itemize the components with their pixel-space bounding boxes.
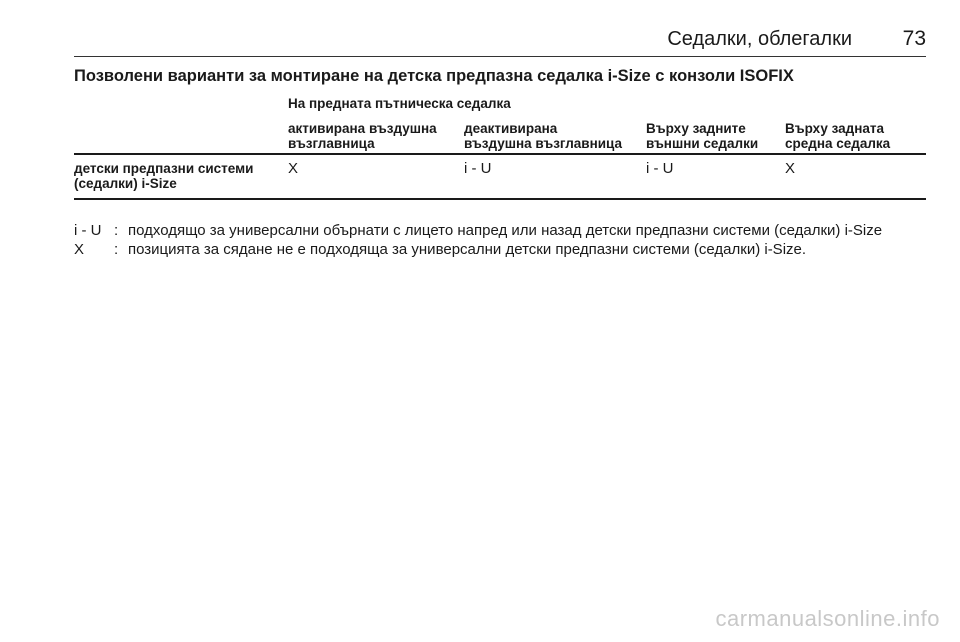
legend-key: X: [74, 241, 85, 258]
table-row: [74, 155, 926, 200]
page-header: [74, 26, 926, 57]
table-header-row: [74, 121, 926, 155]
legend-item: [74, 240, 934, 259]
legend-text: подходящо за универсални обърнати с лицето напред или назад детски предпазни системи (седалки) i-Size: [128, 222, 883, 239]
row-label: детски предпазни системи (седалки) i-Size: [74, 161, 254, 191]
section-title: Позволени варианти за монтиране на детска предпазна седалка i-Size с конзоли ISOFIX: [74, 67, 794, 85]
column-header-rear-middle-seat: Върху задната средна седалка: [785, 121, 891, 151]
table-cell: i - U: [464, 160, 492, 177]
table-cell: X: [785, 160, 796, 177]
table-cell: i - U: [646, 160, 674, 177]
legend: [74, 221, 934, 259]
table-cell: X: [288, 160, 299, 177]
table-group-header: На предната пътническа седалка: [288, 96, 511, 111]
page-number: 73: [902, 27, 926, 50]
legend-key: i - U: [74, 222, 102, 239]
legend-text: позицията за сядане не е подходяща за универсални детски предпазни системи (седалки) i-Size.: [128, 241, 807, 258]
legend-separator: :: [114, 241, 119, 258]
watermark: carmanualsonline.info: [715, 606, 940, 631]
header-title: Седалки, облегалки: [667, 28, 852, 50]
legend-item: [74, 221, 934, 240]
column-header-airbag-active: активирана въздушна възглавница: [288, 121, 437, 151]
legend-separator: :: [114, 222, 119, 239]
column-header-airbag-deactivated: деактивирана въздушна възглавница: [464, 121, 623, 151]
column-header-rear-outer-seats: Върху задните външни седалки: [646, 121, 759, 151]
